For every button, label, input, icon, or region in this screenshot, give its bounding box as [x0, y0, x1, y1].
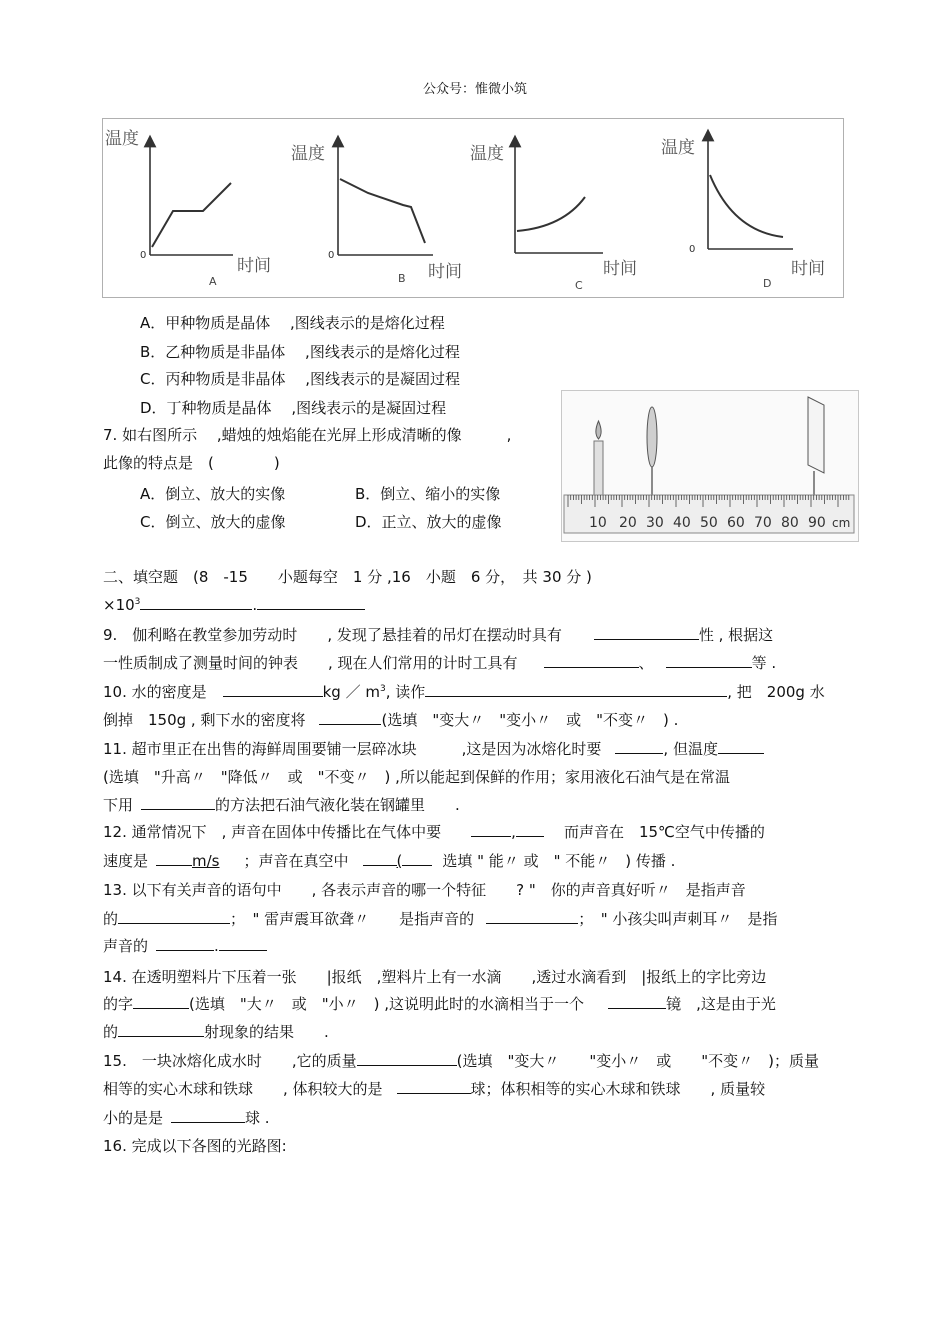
q6-option-c: C．丙种物质是非晶体 ,图线表示的是凝固过程: [140, 370, 461, 388]
graph-a-curve: [152, 183, 231, 247]
q9-line2: [103, 652, 776, 673]
q10-text: 倒掉 150g , 剩下水的密度将: [103, 711, 306, 729]
graph-d-curve: [710, 175, 783, 237]
fill-blank[interactable]: [357, 1051, 457, 1066]
fragment-sup: 3: [134, 597, 141, 607]
q13-text: ； " 小孩尖叫声刺耳〃 是指: [578, 910, 778, 928]
fill-blank[interactable]: [516, 822, 544, 837]
graph-d-letter: D: [763, 277, 772, 290]
graph-c-curve: [517, 197, 585, 231]
q6-option-d: D．丁种物质是晶体 ,图线表示的是凝固过程: [140, 399, 447, 417]
light-screen-icon: [808, 397, 824, 473]
q12-line1: [103, 821, 765, 842]
q9-text: 、: [638, 654, 654, 672]
q15-text: 相等的实心木球和铁球 , 体积较大的是: [103, 1080, 383, 1098]
q14-line1: 14. 在透明塑料片下压着一张 |报纸 ,塑料片上有一水滴 ,透过水滴看到 |报纸上的字比旁边: [103, 968, 767, 986]
graph-d-xlabel: 时间: [791, 259, 825, 279]
q12-unit: m/s: [192, 852, 220, 870]
q15-text: 球 .: [245, 1109, 270, 1127]
q7-option-c: C．倒立、放大的虚像: [140, 513, 286, 531]
graph-b: [291, 141, 462, 285]
q7-option-b: B．倒立、缩小的实像: [355, 485, 501, 503]
fill-blank[interactable]: [219, 936, 267, 951]
section-2-fragment: [103, 595, 365, 614]
graph-b-curve: [340, 179, 425, 243]
fill-blank[interactable]: [615, 739, 663, 754]
graph-b-ylabel: 温度: [291, 144, 325, 164]
q15-line1: [103, 1050, 819, 1071]
page-header: 公众号：惟微小筑: [422, 82, 527, 97]
candle-icon: [594, 441, 603, 497]
q12-text: 而声音在 15℃空气中传播的: [563, 823, 765, 841]
fill-blank[interactable]: [486, 909, 578, 924]
q12-paren: (: [396, 852, 403, 870]
q9-text: 等 .: [751, 654, 777, 672]
q12-text: 速度是: [103, 852, 149, 870]
fill-blank[interactable]: [223, 682, 323, 697]
fill-blank[interactable]: [133, 994, 189, 1009]
q14-text: (选填 "大〃 或 "小〃 ) ,这说明此时的水滴相当于一个: [189, 995, 585, 1013]
q13-dot: .: [214, 937, 219, 955]
q15-text: 球；体积相等的实心木球和铁球 , 质量较: [470, 1080, 766, 1098]
q10-text: (选填 "变大〃 "变小〃 或 "不变〃 ) .: [381, 711, 679, 729]
ruler-tick-label: 30: [646, 515, 664, 531]
q11-line1: [103, 738, 764, 759]
fill-blank[interactable]: [319, 710, 381, 725]
section-2-title: 二、填空题 (8 -15 小题每空 1 分 ,16 小题 6 分， 共 30 分 ): [103, 568, 592, 586]
q11-text: 下用: [103, 796, 134, 814]
q13-text: 的: [103, 910, 119, 928]
q11-text: , 但温度: [663, 740, 718, 758]
fill-blank[interactable]: [156, 851, 192, 866]
q15-line3: [103, 1107, 270, 1128]
fill-blank[interactable]: [718, 739, 764, 754]
graph-a-origin: 0: [140, 250, 147, 261]
q15-text: 小的是是: [103, 1109, 164, 1127]
graph-a: [105, 129, 271, 288]
fill-blank[interactable]: [608, 994, 666, 1009]
q15-text: 15. 一块冰熔化成水时 ,它的质量: [103, 1052, 357, 1070]
q12-text: 12. 通常情况下 , 声音在固体中传播比在气体中要: [103, 823, 442, 841]
ruler-tick-label: 60: [727, 515, 745, 531]
fill-blank[interactable]: [402, 851, 432, 866]
q14-text: 镜 ,这是由于光: [666, 995, 776, 1013]
fill-blank[interactable]: [141, 795, 215, 810]
q10-text: 10. 水的密度是: [103, 683, 207, 701]
q15-text: (选填 "变大〃 "变小〃 或 "不变〃 )；质量: [456, 1052, 820, 1070]
q10-text: , 把 200g 水: [727, 683, 825, 701]
fill-blank[interactable]: [544, 653, 639, 668]
graph-c-letter: C: [575, 279, 583, 292]
optical-bench-svg: [562, 391, 858, 541]
ruler-tick-label: 80: [781, 515, 799, 531]
q12-line2: [103, 850, 675, 871]
fill-blank[interactable]: [156, 936, 214, 951]
q13-text: 声音的: [103, 937, 149, 955]
graph-d: [661, 135, 825, 290]
graph-c-ylabel: 温度: [470, 144, 504, 164]
flame-icon: [596, 421, 601, 439]
graph-b-xlabel: 时间: [428, 262, 462, 282]
fill-blank[interactable]: [471, 822, 511, 837]
fill-blank[interactable]: [666, 653, 752, 668]
q7-stem-line2: 此像的特点是 ( ): [103, 454, 280, 472]
q6-option-b: B．乙种物质是非晶体 ,图线表示的是熔化过程: [140, 343, 460, 361]
ruler-tick-label: 70: [754, 515, 772, 531]
q10-text: , 读作: [385, 683, 426, 701]
ruler-tick-label: 40: [673, 515, 691, 531]
graphs-svg: [103, 119, 843, 297]
q9-text: 一性质制成了测量时间的钟表 , 现在人们常用的计时工具有: [103, 654, 518, 672]
fill-blank[interactable]: [397, 1079, 471, 1094]
q14-text: 的字: [103, 995, 134, 1013]
q14-line2: [103, 993, 776, 1014]
q6-option-a: A．甲种物质是晶体 ,图线表示的是熔化过程: [140, 314, 445, 332]
graph-a-letter: A: [209, 275, 217, 288]
q13-line2: [103, 908, 777, 929]
fragment-text: ×10: [103, 596, 135, 614]
q9-text: 9. 伽利略在教堂参加劳动时 , 发现了悬挂着的吊灯在摆动时具有: [103, 626, 562, 644]
q12-text: ；声音在真空中: [243, 852, 349, 870]
q13-line3: [103, 935, 267, 956]
q11-line3: [103, 794, 460, 815]
ruler-tick-label: 50: [700, 515, 718, 531]
q9-text: 性 , 根据这: [698, 626, 774, 644]
fragment-dot: .: [252, 596, 258, 614]
q12-text: ,: [511, 823, 516, 841]
q10-sup: 3: [379, 684, 386, 694]
q13-line1: 13. 以下有关声音的语句中 , 各表示声音的哪一个特征 ? " 你的声音真好听〃 是指声音: [103, 881, 746, 899]
ruler-tick-label: 90: [808, 515, 826, 531]
graph-d-origin: 0: [689, 244, 696, 255]
fill-blank[interactable]: [118, 909, 230, 924]
q11-text: 11. 超市里正在出售的海鲜周围要铺一层碎冰块 ,这是因为冰熔化时要: [103, 740, 602, 758]
graph-a-ylabel: 温度: [105, 129, 139, 149]
fill-blank[interactable]: [257, 595, 365, 610]
ruler-tick-label: 20: [619, 515, 637, 531]
graph-b-letter: B: [398, 272, 406, 285]
fill-blank[interactable]: [594, 625, 699, 640]
fill-blank[interactable]: [363, 851, 397, 866]
ruler-unit-label: cm: [832, 516, 851, 530]
q10-line2: [103, 709, 678, 730]
q14-text: 的: [103, 1023, 119, 1041]
q14-line3: [103, 1021, 329, 1042]
q9-line1: [103, 624, 773, 645]
fill-blank[interactable]: [118, 1022, 204, 1037]
q10-text: kg ／ m: [322, 683, 380, 701]
q14-text: 射现象的结果 .: [204, 1023, 329, 1041]
q11-text: 的方法把石油气液化装在钢罐里 .: [215, 796, 460, 814]
graph-c-xlabel: 时间: [603, 259, 637, 279]
graph-a-xlabel: 时间: [237, 256, 271, 276]
q16-stem: 16. 完成以下各图的光路图:: [103, 1137, 287, 1155]
graph-d-ylabel: 温度: [661, 138, 695, 158]
q7-option-a: A．倒立、放大的实像: [140, 485, 286, 503]
graph-b-origin: 0: [328, 250, 335, 261]
fill-blank[interactable]: [171, 1108, 245, 1123]
convex-lens-icon: [647, 407, 657, 467]
fill-blank[interactable]: [140, 595, 252, 610]
graph-c: [470, 141, 637, 292]
ruler-tick-label: 10: [589, 515, 607, 531]
q13-text: ； " 雷声震耳欲聋〃 是指声音的: [230, 910, 475, 928]
temperature-time-graphs: [102, 118, 844, 298]
q10-line1: [103, 681, 825, 702]
fill-blank[interactable]: [425, 682, 727, 697]
q11-line2: (选填 "升高〃 "降低〃 或 "不变〃 ) ,所以能起到保鲜的作用；家用液化石油气是在常温: [103, 768, 730, 786]
q7-option-d: D．正立、放大的虚像: [355, 513, 502, 531]
q15-line2: [103, 1078, 765, 1099]
q12-text: 选填 " 能〃 或 " 不能〃 ) 传播 .: [442, 852, 676, 870]
q7-stem-line1: 7. 如右图所示 ,蜡烛的烛焰能在光屏上形成清晰的像 ,: [103, 426, 512, 444]
optical-bench-figure: [561, 390, 859, 542]
